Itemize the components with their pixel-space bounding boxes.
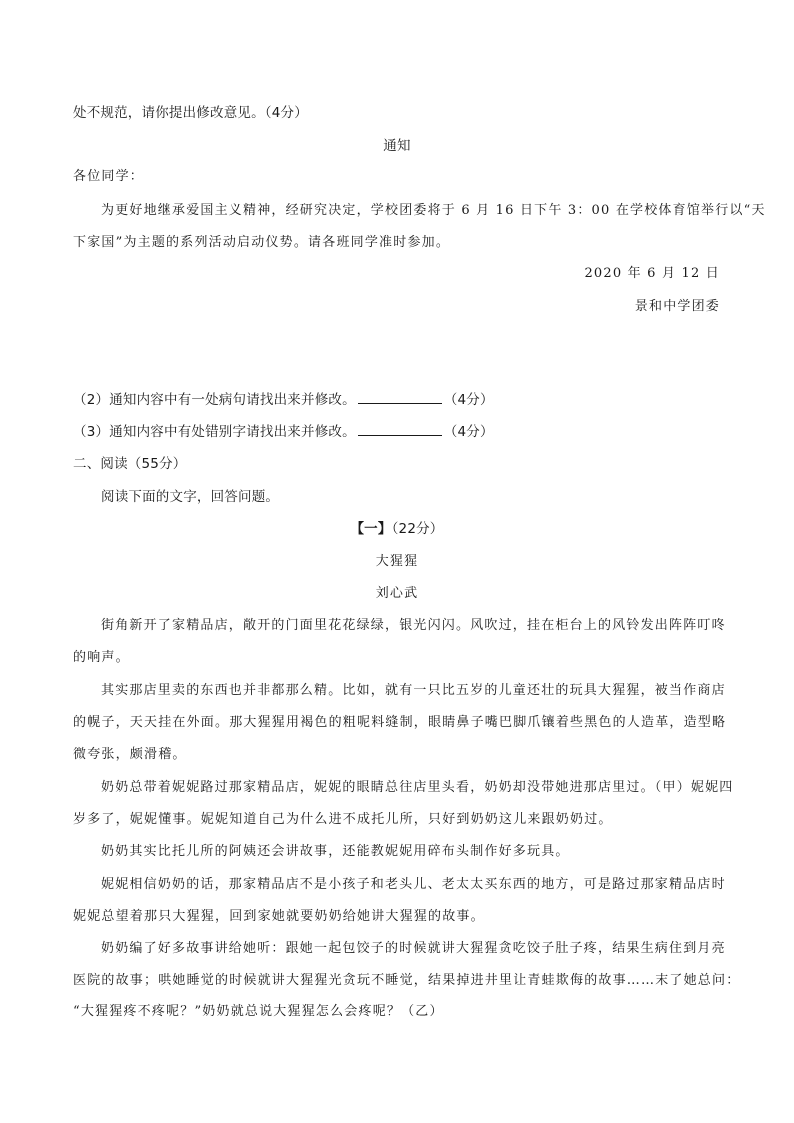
question-2-text: （2）通知内容中有一处病句请找出来并修改。	[73, 392, 356, 408]
story-author: 刘心武	[375, 586, 419, 601]
story-line: “大猩猩疼不疼呢？”奶奶就总说大猩猩怎么会疼呢？（乙）	[73, 1004, 444, 1019]
question-2	[73, 388, 494, 408]
intro-line: 处不规范，请你提出修改意见。（4分）	[73, 105, 308, 121]
part-label: 【一】	[350, 521, 392, 537]
question-3	[73, 420, 494, 440]
question-3-text: （3）通知内容中有处错别字请找出来并修改。	[73, 424, 356, 440]
answer-blank-2[interactable]	[358, 391, 442, 404]
story-line: 的幌子，天天挂在外面。那大猩猩用褐色的粗呢料缝制，眼睛鼻子嘴巴脚爪镶着些黑色的人造革，造型略	[73, 715, 727, 730]
story-title: 大猩猩	[375, 554, 419, 569]
part-score: （22分）	[391, 521, 444, 537]
question-3-score: （4分）	[443, 424, 494, 440]
section-instruction: 阅读下面的文字，回答问题。	[101, 489, 280, 505]
story-line: 妮妮相信奶奶的话，那家精品店不是小孩子和老头儿、老太太买东西的地方，可是路过那家精品店时	[101, 877, 726, 892]
question-2-score: （4分）	[443, 392, 494, 408]
notice-date: 2020 年 6 月 12 日	[584, 266, 720, 281]
story-line: 街角新开了家精品店，敞开的门面里花花绿绿，银光闪闪。风吹过，挂在柜台上的风铃发出阵阵叮咚	[101, 618, 726, 633]
section-heading: 二、阅读（55分）	[73, 456, 187, 472]
story-line: 微夸张，颇滑稽。	[73, 747, 187, 762]
story-line: 岁多了，妮妮懂事。妮妮知道自己为什么进不成托儿所，只好到奶奶这儿来跟奶奶过。	[73, 812, 613, 827]
story-line: 奶奶其实比托儿所的阿姨还会讲故事，还能教妮妮用碎布头制作好多玩具。	[101, 844, 570, 859]
story-line: 奶奶总带着妮妮路过那家精品店，妮妮的眼睛总往店里头看，奶奶却没带她进那店里过。（甲）妮妮四	[101, 780, 734, 795]
notice-body-line-1: 为更好地继承爱国主义精神，经研究决定，学校团委将于 6 月 16 日下午 3：00 在学校体育馆举行以“天	[101, 203, 766, 218]
answer-blank-3[interactable]	[358, 423, 442, 436]
notice-title: 通知	[383, 138, 411, 154]
story-line: 奶奶编了好多故事讲给她听：跟她一起包饺子的时候就讲大猩猩贪吃饺子肚子疼，结果生病住到月亮	[101, 941, 726, 956]
notice-body-line-2: 下家国”为主题的系列活动启动仪势。请各班同学准时参加。	[73, 235, 451, 250]
notice-issuer: 景和中学团委	[634, 299, 720, 314]
story-line: 妮妮总望着那只大猩猩，回到家她就要奶奶给她讲大猩猩的故事。	[73, 909, 485, 924]
story-line: 其实那店里卖的东西也并非都那么精。比如，就有一只比五岁的儿童还壮的玩具大猩猩，被当作商店	[101, 683, 726, 698]
story-line: 医院的故事；哄她睡觉的时候就讲大猩猩光贪玩不睡觉，结果掉进井里让青蛙欺侮的故事……末了她总问：	[73, 973, 741, 988]
part-heading	[0, 517, 794, 537]
notice-salutation: 各位同学：	[73, 169, 145, 184]
story-line: 的响声。	[73, 650, 130, 665]
